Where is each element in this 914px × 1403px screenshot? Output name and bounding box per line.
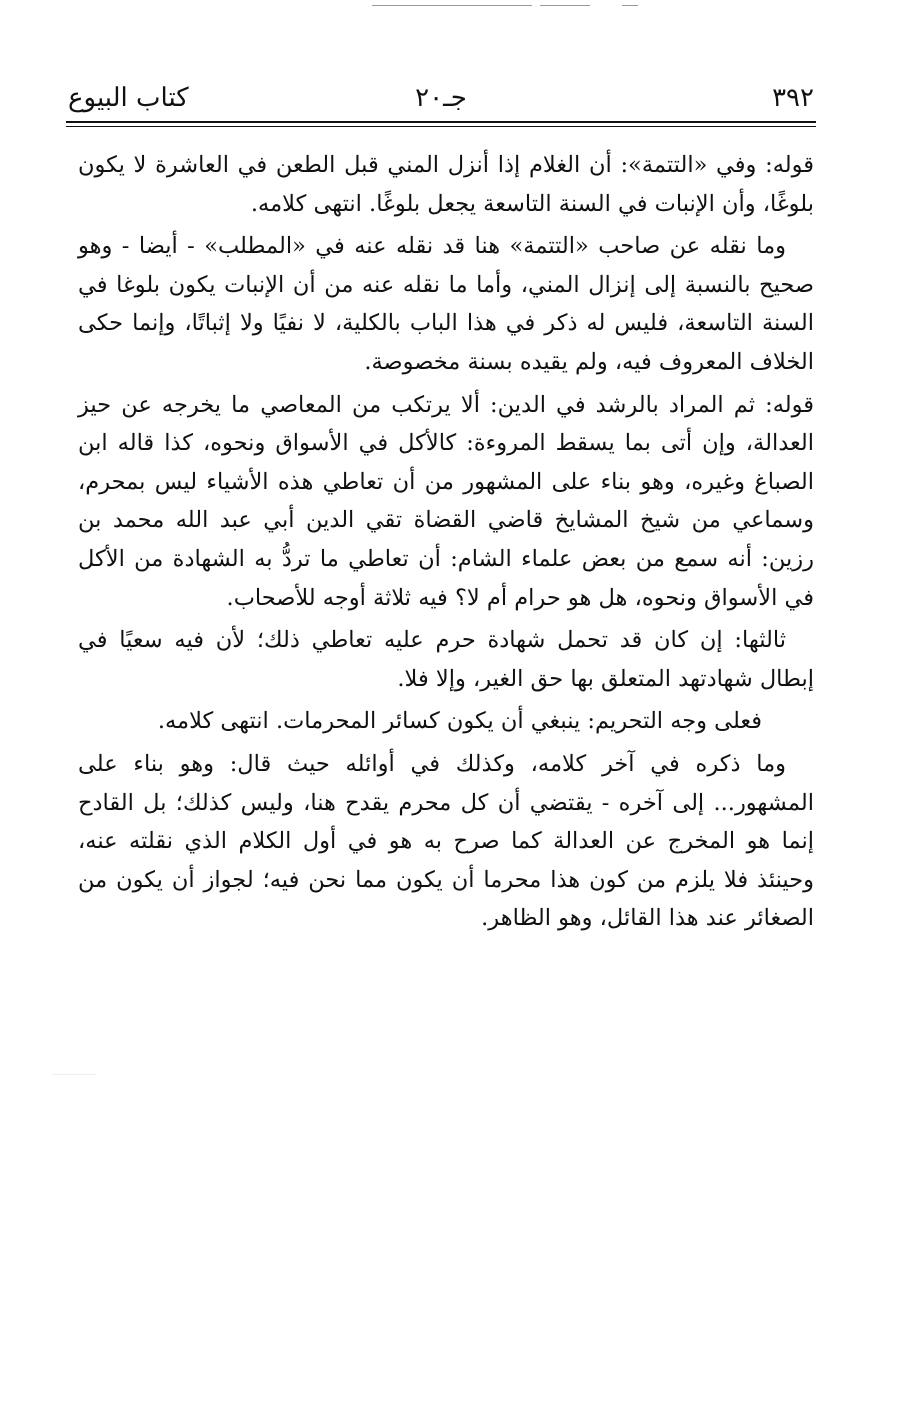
scan-mark xyxy=(540,5,590,6)
running-header xyxy=(68,78,814,118)
paragraph: وما ذكره في آخر كلامه، وكذلك في أوائله حيث قال: وهو بناء على المشهور... إلى آخره - يقتضي أن كل محرم يقدح هنا، وليس كذلك؛ بل القادح إنما هو المخرج عن العدالة كما صرح به هو في أول الكلام الذي نقلته عنه، وحينئذ فلا يلزم من كون هذا محرما أن يكون مما نحن فيه؛ لجواز أن يكون من الصغائر عند هذا القائل، وهو الظاهر. xyxy=(78,750,814,932)
scan-mark xyxy=(622,5,638,6)
header-rule-thin xyxy=(66,126,816,127)
paragraph: فعلى وجه التحريم: ينبغي أن يكون كسائر المحرمات. انتهى كلامه. xyxy=(157,708,762,735)
scan-speck xyxy=(52,1074,96,1075)
header-rule xyxy=(66,121,816,123)
volume-number: جـ٢٠ xyxy=(415,83,467,113)
paragraph: قوله: وفي «التتمة»: أن الغلام إذا أنزل المني قبل الطعن في العاشرة لا يكون بلوغًا، وأن الإنبات في السنة التاسعة يجعل بلوغًا. انتهى كلامه. xyxy=(78,152,814,217)
page-number: ٣٩٢ xyxy=(772,83,814,113)
book-title: كتاب البيوع xyxy=(68,83,189,113)
paragraph: ثالثها: إن كان قد تحمل شهادة حرم عليه تعاطي ذلك؛ لأن فيه سعيًا في إبطال شهادتهد المتعلق بها حق الغير، وإلا فلا. xyxy=(78,627,814,692)
paragraph: قوله: ثم المراد بالرشد في الدين: ألا يرتكب من المعاصي ما يخرجه عن حيز العدالة، وإن أتى بما يسقط المروءة: كالأكل في الأسواق ونحوه، كذا قاله ابن الصباغ وغيره، وهو بناء على المشهور من أن تعاطي هذه الأشياء ليس بمحرم، وسماعي من شيخ المشايخ قاضي القضاة تقي الدين أبي عبد الله محمد بن رزين: أنه سمع من بعض علماء الشام: أن تعاطي ما تردُّ به الشهادة من الأكل في الأسواق ونحوه، هل هو حرام أم لا؟ فيه ثلاثة أوجه للأصحاب. xyxy=(78,391,814,611)
page-body xyxy=(78,146,814,942)
scan-mark xyxy=(372,5,532,6)
paragraph: وما نقله عن صاحب «التتمة» هنا قد نقله عنه في «المطلب» - أيضا - وهو صحيح بالنسبة إلى إنزال المني، وأما ما نقله عنه من أن الإنبات يكون بلوغا في السنة التاسعة، فليس له ذكر في هذا الباب بالكلية، لا نفيًا ولا إثباتًا، وإنما حكى الخلاف المعروف فيه، ولم يقيده بسنة مخصوصة. xyxy=(78,233,814,375)
